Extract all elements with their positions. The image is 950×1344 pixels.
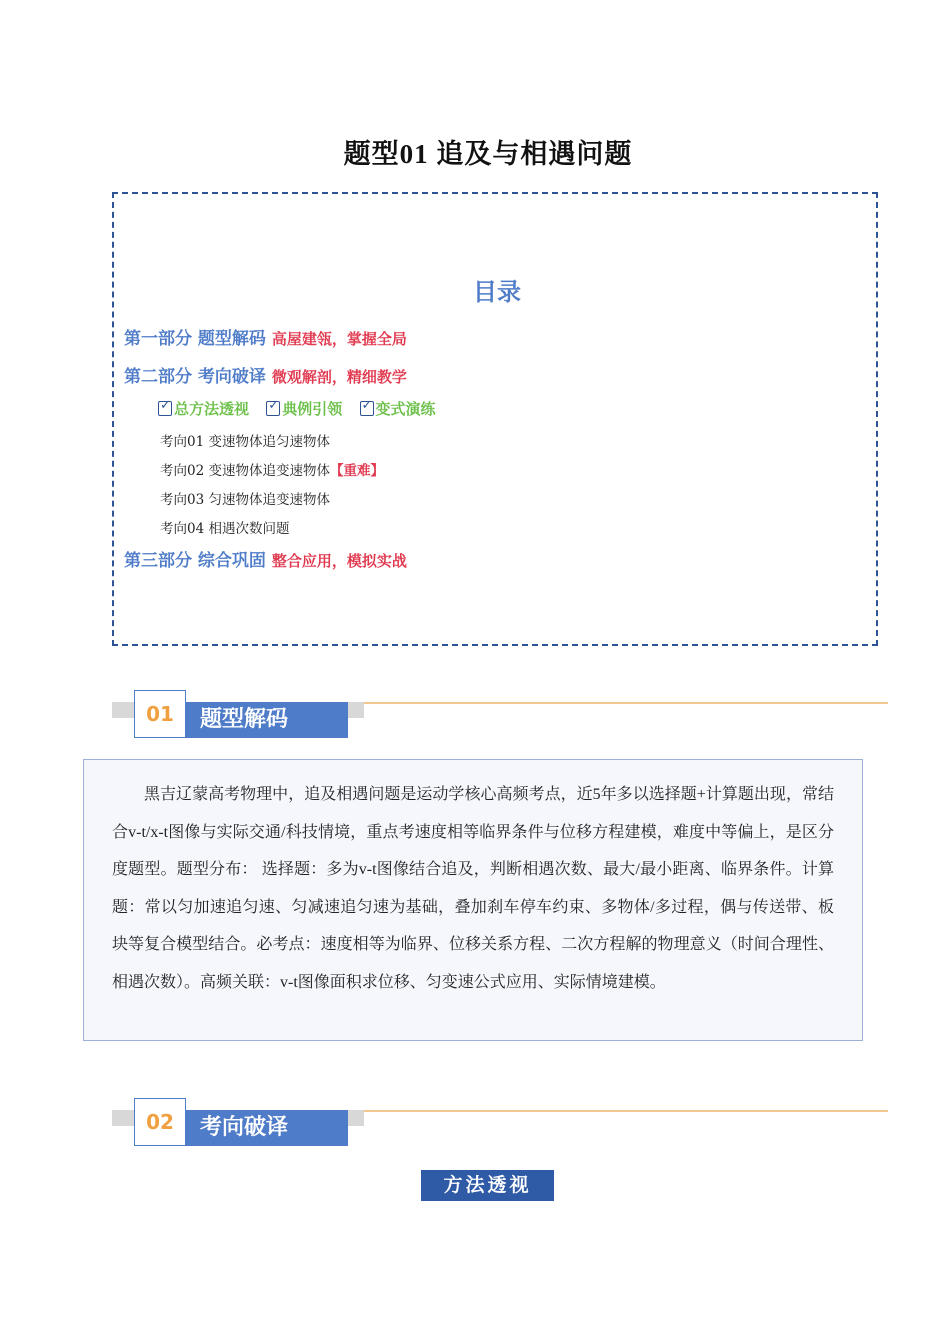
method-banner: 方法透视	[421, 1170, 554, 1201]
table-of-contents	[112, 192, 878, 646]
intro-box	[83, 759, 863, 1041]
toc-part-label: 第三部分 综合巩固	[124, 551, 266, 571]
section-number: 01	[134, 690, 186, 738]
toc-part-2[interactable]	[124, 362, 407, 387]
toc-direction-2[interactable]: 考向02 变速物体追变速物体【重难】	[160, 463, 384, 479]
toc-part-1[interactable]	[124, 324, 407, 349]
toc-part-3[interactable]	[124, 546, 407, 571]
toc-part-label: 第二部分 考向破译	[124, 367, 266, 387]
toc-tab-practice[interactable]: ✓ 变式演练	[360, 398, 436, 419]
section-header-1	[112, 690, 888, 740]
toc-part-label: 第一部分 题型解码	[124, 329, 266, 349]
toc-tab-examples[interactable]: ✓ 典例引领	[266, 398, 342, 419]
intro-text: 黑吉辽蒙高考物理中，追及相遇问题是运动学核心高频考点，近5年多以选择题+计算题出现，常结合v-t/x-t图像与实际交通/科技情境，重点考速度相等临界条件与位移方程建模，难度中等偏上，是区分度题型。题型分布： 选择题：多为v-t图像结合追及，判断相遇次数、最大/最小距离、临界条件。计算题：常以匀加速追匀速、匀减速追匀速为基础，叠加刹车停车约束、多物体/多过程，偶与传送带、板块等复合模型结合。必考点：速度相等为临界、位移关系方程、二次方程解的物理意义（时间合理性、相遇次数）。高频关联：v-t图像面积求位移、匀变速公式应用、实际情境建模。	[112, 786, 834, 991]
section-number: 02	[134, 1098, 186, 1146]
toc-direction-3[interactable]: 考向03 匀速物体追变速物体	[160, 492, 330, 508]
toc-tabs	[158, 398, 448, 419]
toc-heading: 目录	[473, 278, 521, 306]
toc-part-subtitle: 微观解剖，精细教学	[271, 368, 407, 386]
checklist-icon	[360, 401, 374, 416]
toc-direction-4[interactable]: 考向04 相遇次数问题	[160, 521, 290, 537]
checklist-icon	[266, 401, 280, 416]
toc-part-subtitle: 整合应用，模拟实战	[271, 552, 407, 570]
toc-direction-1[interactable]: 考向01 变速物体追匀速物体	[160, 434, 330, 450]
toc-part-subtitle: 高屋建瓴，掌握全局	[271, 330, 407, 348]
section-header-2	[112, 1098, 888, 1148]
difficulty-tag: 【重难】	[329, 463, 384, 479]
page-title: 题型01 追及与相遇问题	[343, 139, 633, 169]
checklist-icon	[158, 401, 172, 416]
toc-tab-method[interactable]: ✓总方法透视	[158, 398, 249, 419]
section-title: 题型解码	[186, 702, 348, 738]
section-title: 考向破译	[186, 1110, 348, 1146]
